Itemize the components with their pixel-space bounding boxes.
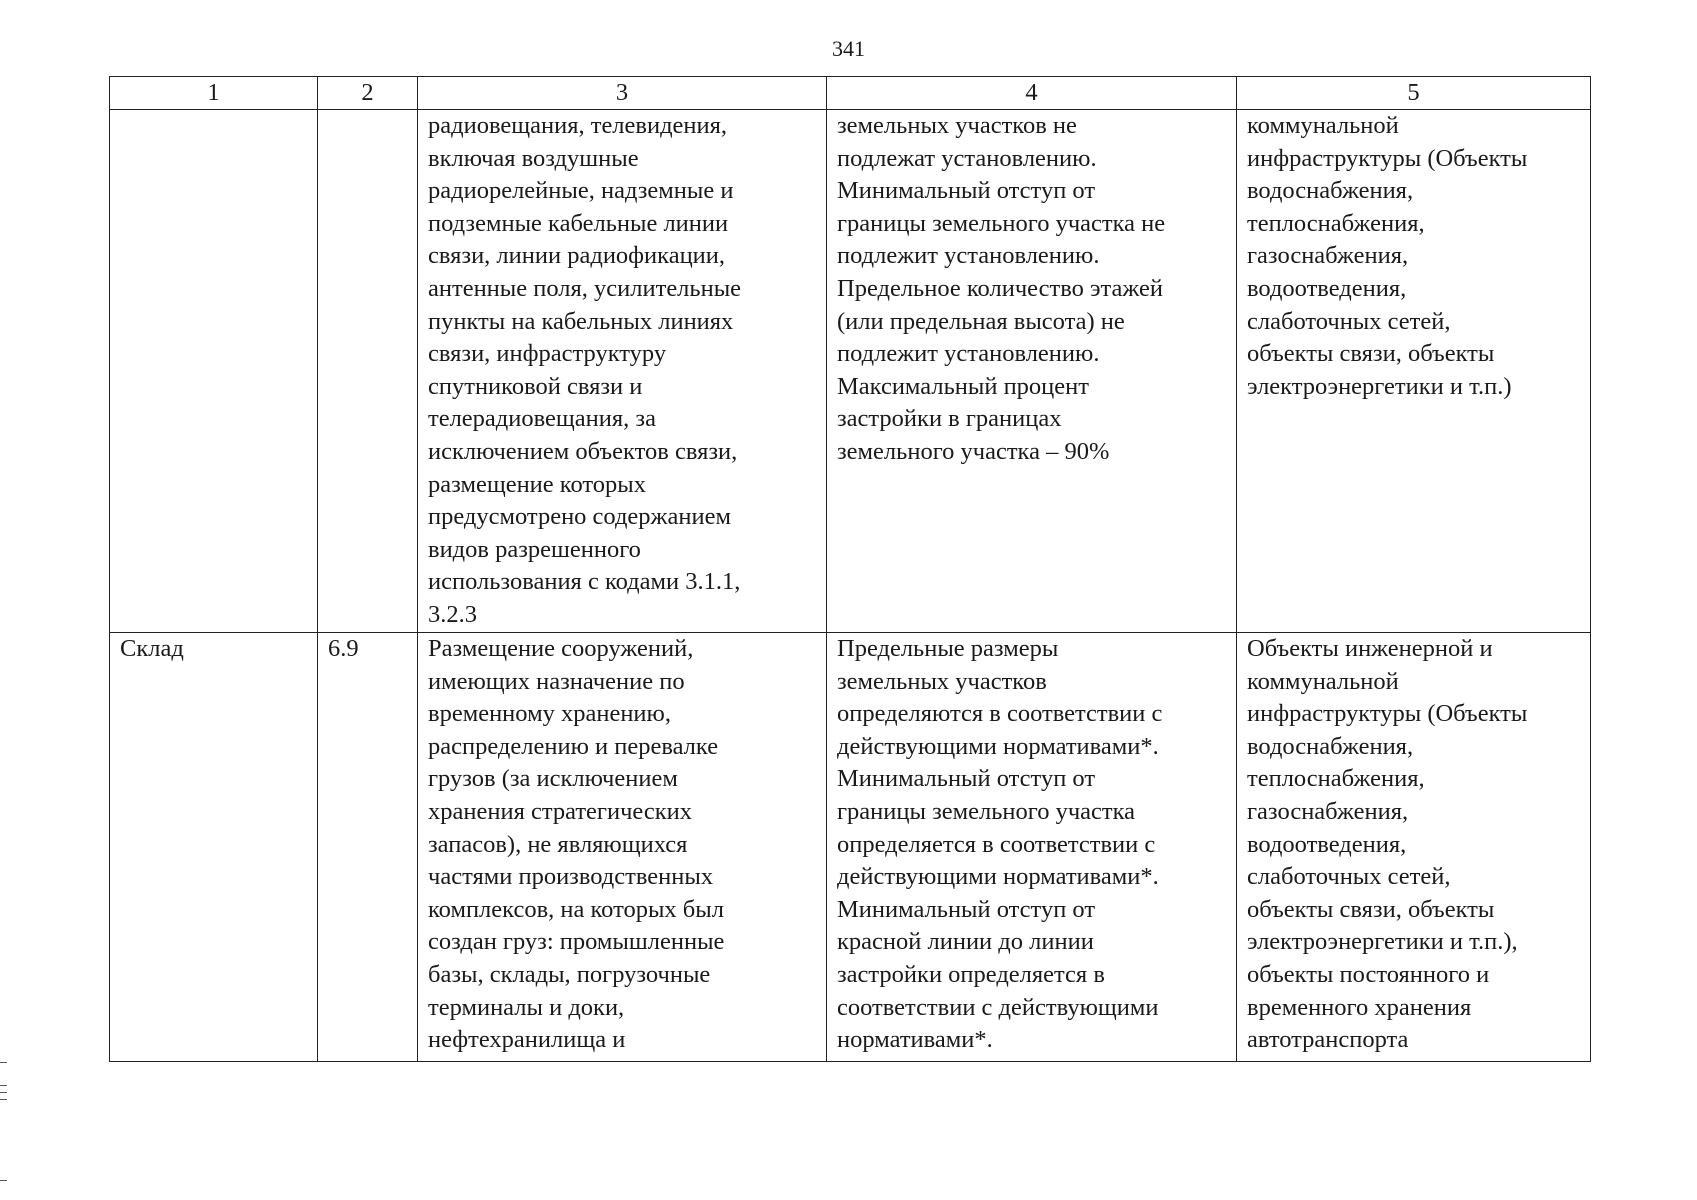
header-row xyxy=(110,77,1591,110)
scan-edge-mark xyxy=(0,1099,7,1100)
scan-edge-mark xyxy=(0,1180,7,1181)
table-row xyxy=(110,110,1591,633)
column-header-2: 2 xyxy=(318,77,418,110)
cell-use-name xyxy=(110,110,318,633)
column-header-1: 1 xyxy=(110,77,318,110)
table-body xyxy=(110,110,1591,1062)
cell-auxiliary-uses: Объекты инженерной и коммунальной инфраструктуры (Объекты водоснабжения, теплоснабжения, газоснабжения, водоотведения, слаботочных сетей, объекты связи, объекты электроэнергетики и т.п.), объекты постоянного и временного хранения автотранспорта xyxy=(1237,633,1591,1062)
cell-use-code: 6.9 xyxy=(318,633,418,1062)
cell-auxiliary-uses: коммунальной инфраструктуры (Объекты водоснабжения, теплоснабжения, газоснабжения, водоотведения, слаботочных сетей, объекты связи, объекты электроэнергетики и т.п.) xyxy=(1237,110,1591,633)
cell-use-description: Размещение сооружений, имеющих назначение по временному хранению, распределению и перевалке грузов (за исключением хранения стратегических запасов), не являющихся частями производственных комплексов, на которых был создан груз: промышленные базы, склады, погрузочные терминалы и доки, нефтехранилища и xyxy=(418,633,827,1062)
scan-edge-mark xyxy=(0,1092,7,1093)
page-number: 341 xyxy=(832,36,865,61)
regulations-table xyxy=(109,76,1591,1062)
column-header-3: 3 xyxy=(418,77,827,110)
column-header-4: 4 xyxy=(827,77,1237,110)
column-header-5: 5 xyxy=(1237,77,1591,110)
cell-parameters: земельных участков не подлежат установлению. Минимальный отступ от границы земельного участка не подлежит установлению. Предельное количество этажей (или предельная высота) не подлежит установлению. Максимальный процент застройки в границах земельного участка – 90% xyxy=(827,110,1237,633)
table-header xyxy=(110,77,1591,110)
cell-use-name: Склад xyxy=(110,633,318,1062)
cell-use-code xyxy=(318,110,418,633)
cell-parameters: Предельные размеры земельных участков определяются в соответствии с действующими нормативами*. Минимальный отступ от границы земельного участка определяется в соответствии с действующими нормативами*. Минимальный отступ от красной линии до линии застройки определяется в соответствии с действующими нормативами*. xyxy=(827,633,1237,1062)
scan-edge-mark xyxy=(0,1085,7,1086)
scan-edge-mark xyxy=(0,1062,7,1063)
table-row xyxy=(110,633,1591,1062)
cell-use-description: радиовещания, телевидения, включая воздушные радиорелейные, надземные и подземные кабельные линии связи, линии радиофикации, антенные поля, усилительные пункты на кабельных линиях связи, инфраструктуру спутниковой связи и телерадиовещания, за исключением объектов связи, размещение которых предусмотрено содержанием видов разрешенного использования с кодами 3.1.1, 3.2.3 xyxy=(418,110,827,633)
